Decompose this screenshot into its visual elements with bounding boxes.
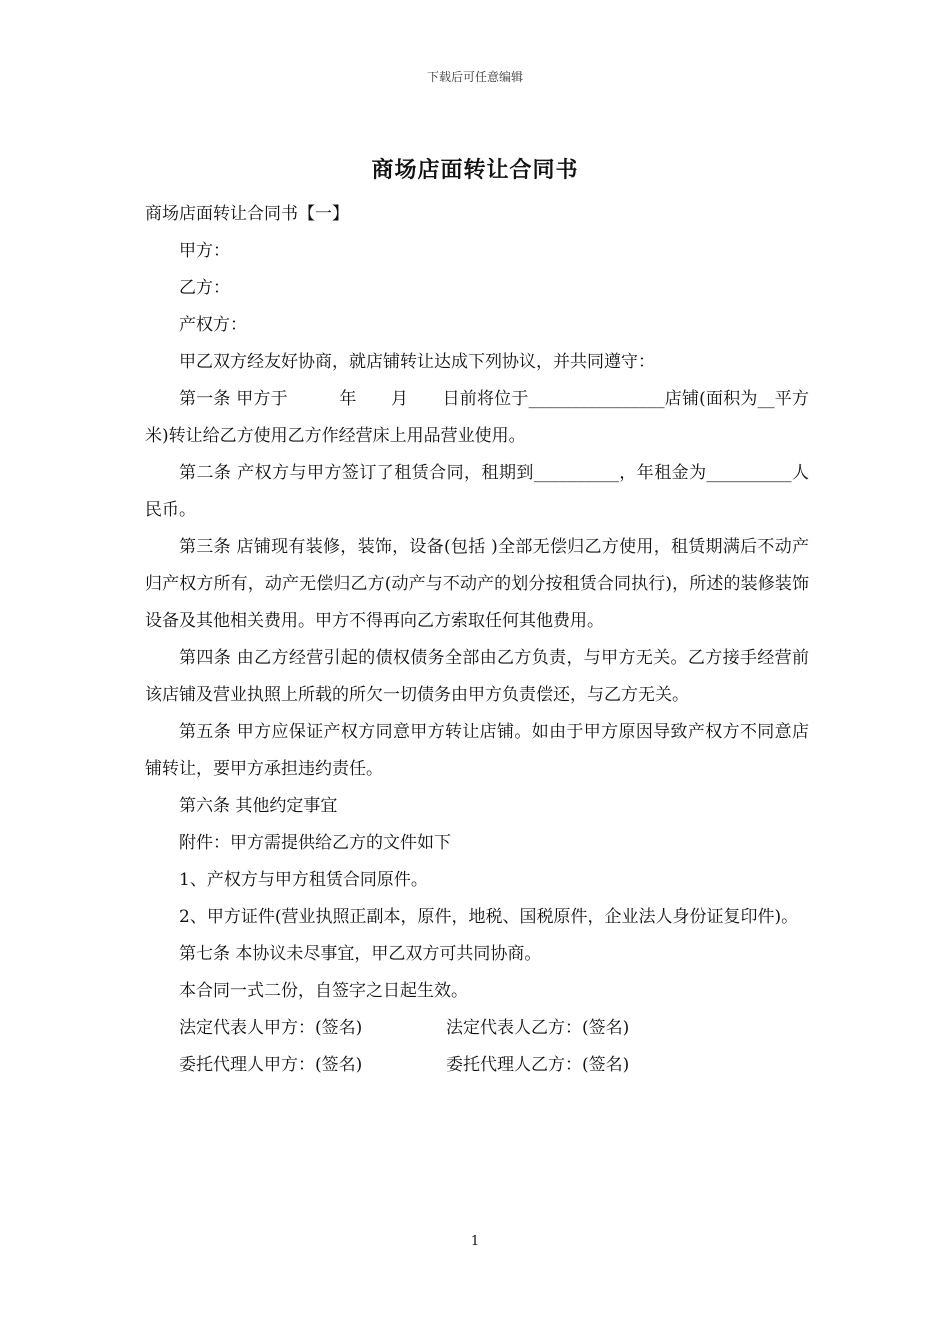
party-b-line: 乙方： — [179, 278, 230, 298]
legal-rep-b-signature: 法定代表人乙方：(签名) — [446, 1018, 630, 1038]
agent-a-signature: 委托代理人甲方：(签名) — [179, 1055, 363, 1075]
article-6: 第六条 其他约定事宜 — [179, 796, 338, 816]
agent-b-signature: 委托代理人乙方：(签名) — [446, 1055, 630, 1075]
article-2: 第二条 产权方与甲方签订了租赁合同，租期到__________，年租金为__________人民币。 — [145, 463, 809, 520]
party-a-line: 甲方： — [179, 241, 230, 261]
page-number: 1 — [470, 1234, 480, 1249]
legal-rep-a-signature: 法定代表人甲方：(签名) — [179, 1018, 363, 1038]
article-1: 第一条 甲方于 年 月 日前将位于________________店铺(面积为__平方米)转让给乙方使用乙方作经营床上用品营业使用。 — [145, 389, 809, 446]
property-owner-line: 产权方： — [179, 315, 247, 335]
document-body — [145, 196, 809, 1084]
article-5: 第五条 甲方应保证产权方同意甲方转让店铺。如由于甲方原因导致产权方不同意店铺转让，要甲方承担违约责任。 — [145, 722, 809, 779]
copies-clause: 本合同一式二份，自签字之日起生效。 — [179, 981, 468, 1001]
header-note: 下载后可任意编辑 — [426, 70, 523, 84]
legal-rep-signature-row — [145, 1010, 809, 1047]
attachment-heading: 附件：甲方需提供给乙方的文件如下 — [179, 833, 451, 853]
article-7: 第七条 本协议未尽事宜，甲乙双方可共同协商。 — [179, 944, 542, 964]
attachment-item-1: 1、产权方与甲方租赁合同原件。 — [179, 870, 428, 890]
article-3: 第三条 店铺现有装修，装饰，设备(包括 )全部无偿归乙方使用，租赁期满后不动产归产权方所有，动产无偿归乙方(动产与不动产的划分按租赁合同执行)，所述的装修装饰设备及其他相关费用。甲方不得再向乙方索取任何其他费用。 — [145, 537, 809, 631]
agent-signature-row — [145, 1047, 809, 1084]
contract-subtitle: 商场店面转让合同书【一】 — [145, 204, 349, 224]
preamble-paragraph: 甲乙双方经友好协商，就店铺转让达成下列协议，并共同遵守： — [179, 352, 655, 372]
article-4: 第四条 由乙方经营引起的债权债务全部由乙方负责，与甲方无关。乙方接手经营前该店铺及营业执照上所载的所欠一切债务由甲方负责偿还，与乙方无关。 — [145, 648, 809, 705]
attachment-item-2: 2、甲方证件(营业执照正副本，原件，地税、国税原件，企业法人身份证复印件)。 — [179, 907, 799, 927]
document-title: 商场店面转让合同书 — [371, 157, 579, 183]
